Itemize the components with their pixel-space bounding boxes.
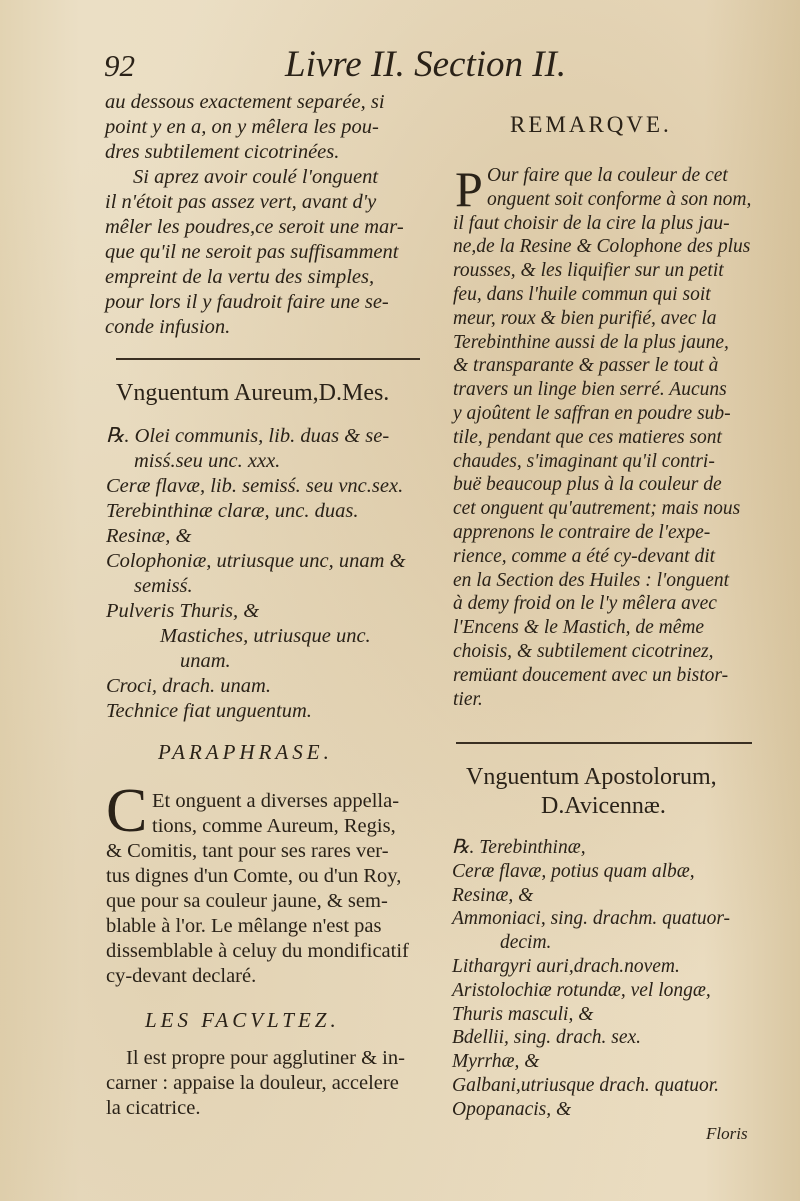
running-title: Livre II. Section II. [285,44,567,85]
text-line: y ajoûtent le saffran en poudre sub- [453,402,731,424]
remarque-title: REMARQVE. [510,112,672,137]
facultez-title: LES FACVLTEZ. [145,1008,340,1032]
recipe-line: Resinæ, & [106,525,192,547]
text-line: que pour sa couleur jaune, & sem- [106,890,388,912]
recipe-line: Ceræ flavæ, potius quam albæ, [452,860,695,882]
recipe-line: Croci, drach. unam. [106,675,271,697]
text-line: chaudes, s'imaginant qu'il contri- [453,450,715,472]
recipe-line: Thuris masculi, & [452,1003,594,1025]
recipe-line: Aristolochiæ rotundæ, vel longæ, [452,979,711,1001]
text-line: il faut choisir de la cire la plus jau- [453,212,730,234]
intro-text [105,90,404,340]
text-line: blable à l'or. Le mêlange n'est pas [106,915,382,937]
recipe2-title-line2: D.Avicennæ. [541,793,666,819]
recipe-line: Terebinthinæ claræ, unc. duas. [106,500,359,522]
text-line: tier. [453,688,483,710]
text-line: carner : appaise la douleur, accelere [106,1072,399,1094]
text-line: Si aprez avoir coulé l'onguent [133,166,379,188]
recipe-line: Technice fiat unguentum. [106,700,312,722]
text-line: Il est propre pour agglutiner & in- [126,1047,405,1069]
text-line: que qu'il ne seroit pas suffisamment [105,241,399,263]
text-line: meur, roux & bien purifié, avec la [453,307,717,329]
recipe-line: Lithargyri auri,drach.novem. [452,955,680,977]
recipe-line: Ammoniaci, sing. drachm. quatuor- [452,908,731,930]
facultez-text [106,1046,405,1121]
text-line: remüant doucement avec un bistor- [453,664,729,686]
text-line: conde infusion. [105,316,231,338]
text-line: Et onguent a diverses appella- [152,790,400,812]
recipe-line: misś.seu unc. xxx. [134,450,281,472]
recipe-line: Mastiches, utriusque unc. [160,625,371,647]
text-line: il n'étoit pas assez vert, avant d'y [105,191,377,213]
text-line: tus dignes d'un Comte, ou d'un Roy, [106,865,402,887]
text-line: l'Encens & le Mastich, de même [453,617,705,639]
text-line: onguent soit conforme à son nom, [487,188,752,210]
recipe-line: Pulveris Thuris, & [106,600,260,622]
text-line: Our faire que la couleur de cet [487,165,728,186]
text-line: tions, comme Aureum, Regis, [152,815,396,837]
section-divider [456,742,752,744]
recipe-line: Colophoniæ, utriusque unc, unam & [106,550,406,572]
paraphrase-text [106,789,409,989]
recipe-line: semisś. [134,575,193,597]
recipe-line: unam. [180,650,231,672]
recipe-line: Resinæ, & [452,884,534,906]
dropcap-p: P [455,161,483,217]
recipe-list [106,424,406,724]
text-line: mêler les poudres,ce seroit une mar- [105,216,404,238]
text-line: la cicatrice. [106,1097,201,1119]
text-line: buë beaucoup plus à la couleur de [453,474,722,496]
paraphrase-title: PARAPHRASE. [158,740,333,764]
recipe-line: Bdellii, sing. drach. sex. [452,1027,642,1049]
recipe-title: Vnguentum Aureum,D.Mes. [116,380,390,406]
text-line: rience, comme a été cy-devant dit [453,545,716,567]
recipe-line: Opopanacis, & [452,1098,572,1120]
text-line: & Comitis, tant pour ses rares ver- [106,840,389,862]
text-line: tile, pendant que ces matieres sont [453,426,722,448]
catchword: Floris [706,1124,748,1143]
text-line: choisis, & subtilement cicotrinez, [453,640,714,662]
page-number: 92 [104,48,135,83]
recipe2-list [452,836,730,1122]
text-line: empreint de la vertu des simples, [105,266,375,288]
text-line: travers un linge bien serré. Aucuns [453,379,727,401]
remarque-text [453,161,752,711]
recipe-line: Ceræ flavæ, lib. semisś. seu vnc.sex. [106,475,404,497]
text-line: au dessous exactement separée, si [105,91,385,113]
text-line: à demy froid on le l'y mêlera avec [453,593,717,615]
text-line: feu, dans l'huile commun qui soit [453,283,711,305]
text-line: point y en a, on y mêlera les pou- [105,116,379,138]
recipe-line: decim. [500,932,552,954]
text-line: pour lors il y faudroit faire une se- [105,291,389,313]
text-line: rousses, & les liquifier sur un petit [453,260,724,282]
recipe2-title-line1: Vnguentum Apostolorum, [466,764,717,790]
text-line: apprenons le contraire de l'expe- [453,521,711,543]
dropcap-c: C [106,777,148,845]
section-divider [116,358,420,360]
text-line: cy-devant declaré. [106,965,257,987]
text-line: cet onguent qu'autrement; mais nous [453,498,741,520]
recipe-line: Galbani,utriusque drach. quatuor. [452,1074,720,1096]
recipe-line: ℞. Terebinthinæ, [452,837,586,858]
text-line: en la Section des Huiles : l'onguent [453,569,730,591]
text-line: dissemblable à celuy du mondificatif [106,940,409,962]
recipe-line: ℞. Olei communis, lib. duas & se- [106,425,390,447]
text-line: & transparante & passer le tout à [453,355,719,377]
recipe-line: Myrrhæ, & [452,1051,540,1073]
text-line: dres subtilement cicotrinées. [105,141,340,163]
text-line: Terebinthine aussi de la plus jaune, [453,331,729,353]
text-line: ne,de la Resine & Colophone des plus [453,236,751,258]
